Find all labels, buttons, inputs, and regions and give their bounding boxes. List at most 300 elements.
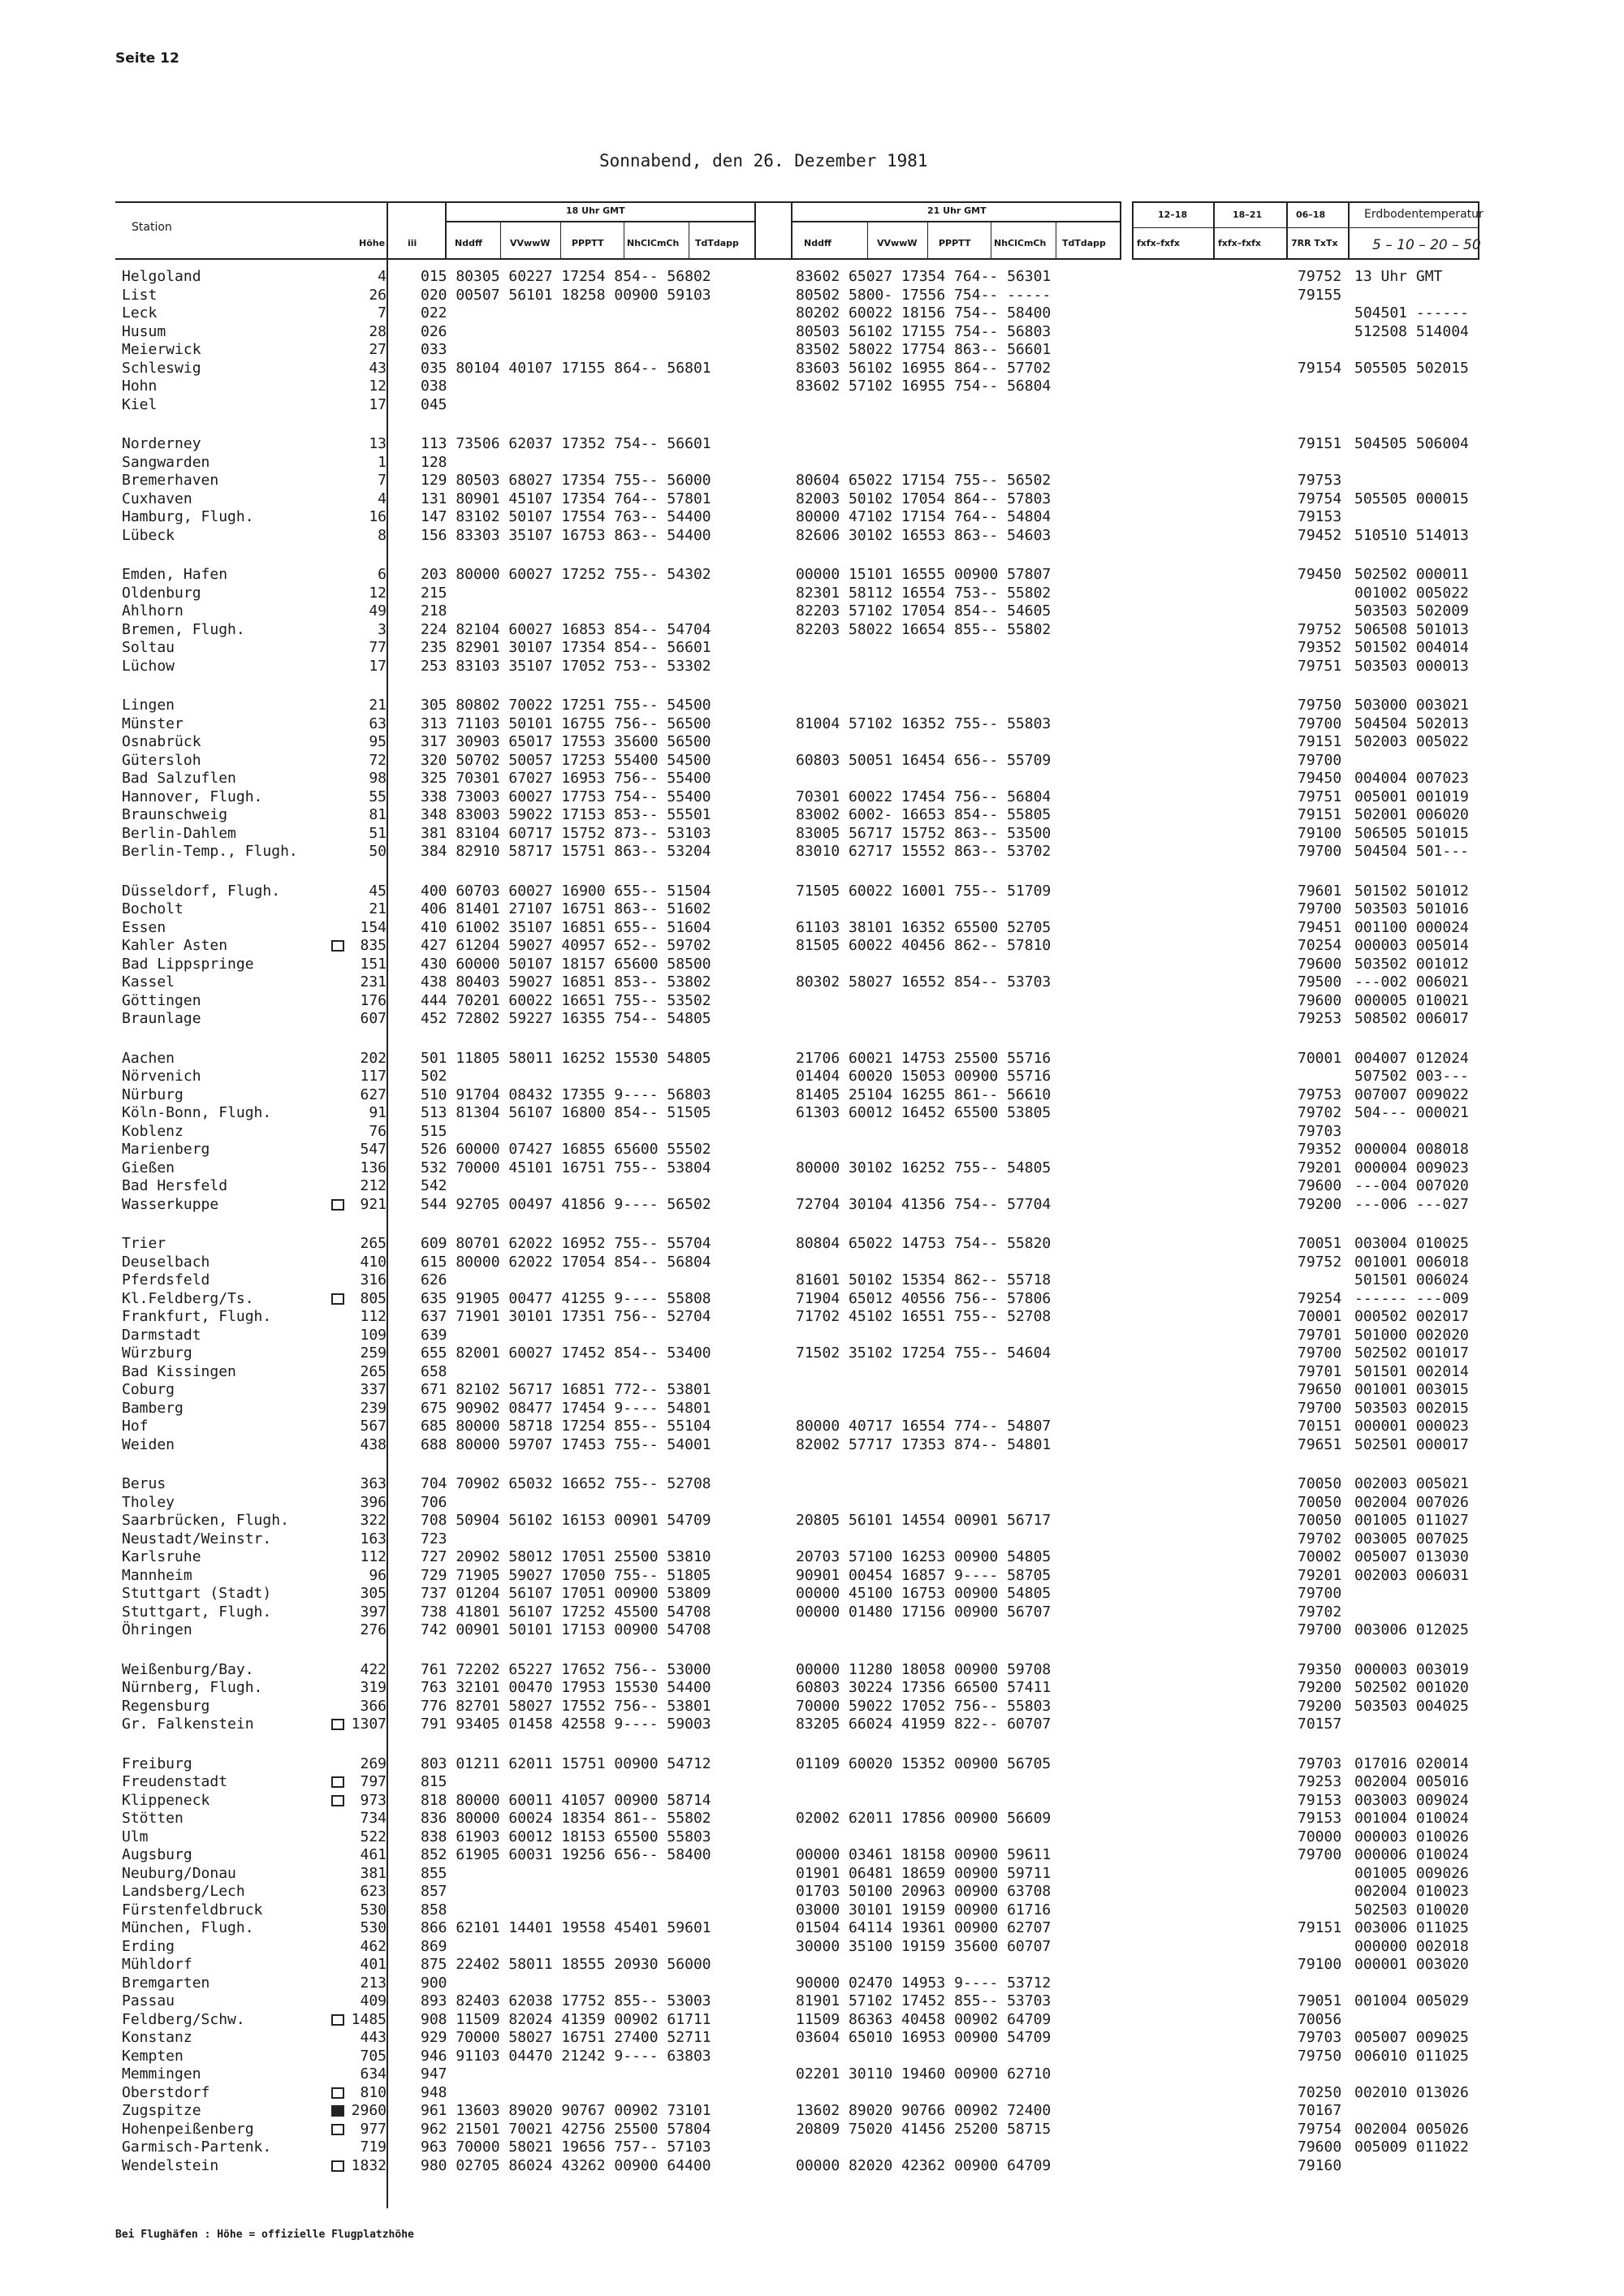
summary-code: 79702 [1298,1603,1342,1621]
soil-temperature: 000005 010021 [1354,991,1469,1009]
obs-21-utc: 81901 57102 17452 855-- 53703 [796,1992,1052,2009]
station-name: Freudenstadt [122,1773,228,1790]
station-height: 109 [360,1326,387,1344]
station-height: 522 [360,1828,387,1845]
station-row [0,1512,1624,1530]
station-row [0,304,1624,322]
summary-code: 79200 [1298,1195,1342,1213]
station-name: Norderney [122,435,201,452]
obs-18-utc: 128 [421,453,447,471]
obs-18-utc: 776 82701 58027 17552 756-- 53801 [421,1697,711,1715]
station-height: 443 [360,2029,387,2046]
station-row [0,2048,1624,2065]
summary-code: 79450 [1298,770,1342,787]
summary-code: 79700 [1298,1585,1342,1602]
obs-21-utc: 20703 57100 16253 00900 54805 [796,1548,1052,1565]
station-name: Wasserkuppe [122,1195,219,1213]
station-height: 77 [369,639,387,656]
station-height: 316 [360,1271,387,1288]
station-name: Köln-Bonn, Flugh. [122,1104,272,1121]
summary-code: 79200 [1298,1697,1342,1715]
soil-temperature: 000001 000023 [1354,1418,1469,1435]
soil-temperature: 502003 005022 [1354,733,1469,750]
soil-temperature: ---004 007020 [1354,1177,1469,1194]
summary-code: 79600 [1298,1177,1342,1194]
soil-temperature: 002004 007026 [1354,1493,1469,1511]
station-height: 28 [369,322,387,340]
obs-18-utc: 875 22402 58011 18555 20930 56000 [421,1956,711,1973]
station-row [0,956,1624,973]
soil-temperature: 501000 002020 [1354,1326,1469,1344]
soil-temperature: 005007 009025 [1354,2029,1469,2046]
station-row [0,1271,1624,1289]
station-name: Stötten [122,1810,184,1827]
summary-code: 79750 [1298,2047,1342,2065]
station-name: Bad Salzuflen [122,770,236,787]
station-row [0,1865,1624,1883]
station-height: 810 [360,2083,387,2101]
station-row [0,1530,1624,1548]
filled-square-marker [331,2105,344,2117]
station-row [0,770,1624,788]
station-row [0,1344,1624,1362]
obs-18-utc: 410 61002 35107 16851 655-- 51604 [421,918,711,936]
date-line: Sonnabend, den 26. Dezember 1981 [599,151,928,170]
station-name: Braunlage [122,1010,201,1027]
station-row [0,2138,1624,2156]
header-wind-gust-1: fxfx–fxfx [1137,238,1181,248]
obs-18-utc: 947 [421,2065,447,2082]
station-name: Neustadt/Weinstr. [122,1530,272,1547]
station-name: Pferdsfeld [122,1271,210,1288]
station-row [0,1661,1624,1679]
station-height: 422 [360,1660,387,1678]
station-height: 259 [360,1344,387,1362]
summary-code: 79201 [1298,1159,1342,1176]
obs-21-utc: 80202 60022 18156 754-- 58400 [796,304,1052,322]
station-name: Bremgarten [122,1974,210,1992]
obs-18-utc: 224 82104 60027 16853 854-- 54704 [421,620,711,638]
summary-code: 79701 [1298,1362,1342,1380]
station-row [0,973,1624,991]
station-row [0,1773,1624,1791]
station-height: 98 [369,770,387,787]
summary-code: 79151 [1298,435,1342,452]
station-row [0,883,1624,900]
station-row [0,360,1624,378]
station-row [0,566,1624,584]
obs-18-utc: 218 [421,602,447,619]
summary-code: 79750 [1298,697,1342,714]
station-height: 627 [360,1085,387,1103]
station-height: 55 [369,788,387,805]
header-21-uhr-gmt: 21 Uhr GMT [927,205,987,216]
station-row [0,825,1624,843]
obs-21-utc: 21706 60021 14753 25500 55716 [796,1049,1052,1067]
soil-temperature: 003004 010025 [1354,1235,1469,1252]
obs-18-utc: 513 81304 56107 16800 854-- 51505 [421,1104,711,1121]
station-name: Trier [122,1235,166,1252]
obs-21-utc: 82003 50102 17054 864-- 57803 [796,490,1052,507]
station-row [0,2084,1624,2102]
obs-18-utc: 855 [421,1864,447,1882]
obs-18-utc: 113 73506 62037 17352 754-- 56601 [421,435,711,452]
obs-18-utc: 688 80000 59707 17453 755-- 54001 [421,1435,711,1453]
station-height: 462 [360,1937,387,1955]
station-row [0,919,1624,937]
summary-code: 79151 [1298,1919,1342,1936]
obs-18-utc: 317 30903 65017 17553 35600 56500 [421,733,711,750]
station-height: 213 [360,1974,387,1992]
open-square-marker [331,1719,344,1730]
summary-code: 79600 [1298,2138,1342,2156]
summary-code: 79700 [1298,1399,1342,1417]
station-row [0,268,1624,286]
soil-temperature: 003006 012025 [1354,1621,1469,1638]
station-row [0,992,1624,1010]
header-rule [1132,227,1478,228]
station-name: Koblenz [122,1122,184,1140]
obs-18-utc: 723 [421,1530,447,1547]
summary-code: 79500 [1298,973,1342,990]
obs-21-utc: 83002 6002- 16653 854-- 55805 [796,806,1052,823]
obs-18-utc: 852 61905 60031 19256 656-- 58400 [421,1846,711,1863]
station-row [0,1919,1624,1937]
column-divider [1132,201,1134,260]
station-name: Karlsruhe [122,1548,201,1565]
obs-21-utc: 61103 38101 16352 65500 52705 [796,918,1052,936]
summary-code: 79752 [1298,1253,1342,1271]
summary-code: 79151 [1298,806,1342,823]
obs-21-utc: 82002 57717 17353 874-- 54801 [796,1435,1052,1453]
station-height: 21 [369,900,387,917]
station-row [0,1621,1624,1639]
station-row [0,1901,1624,1919]
summary-code: 79702 [1298,1530,1342,1547]
soil-temperature: ---006 ---027 [1354,1195,1469,1213]
station-name: Würzburg [122,1344,192,1362]
station-height: 49 [369,602,387,619]
station-height: 530 [360,1901,387,1918]
obs-21-utc: 71702 45102 16551 755-- 52708 [796,1308,1052,1325]
station-row [0,1141,1624,1159]
station-name: Soltau [122,639,175,656]
station-name: Regensburg [122,1697,210,1715]
station-name: Emden, Hafen [122,566,228,583]
soil-temperature: 003005 007025 [1354,1530,1469,1547]
header-rule [1132,201,1478,203]
station-row [0,2011,1624,2029]
soil-temperature: 003003 009024 [1354,1791,1469,1809]
station-name: Gütersloh [122,751,201,769]
soil-temperature: 503503 502009 [1354,602,1469,619]
obs-21-utc: 81004 57102 16352 755-- 55803 [796,714,1052,732]
obs-18-utc: 526 60000 07427 16855 65600 55502 [421,1141,711,1158]
station-height: 72 [369,751,387,769]
station-height: 719 [360,2138,387,2156]
soil-temperature: 000003 010026 [1354,1828,1469,1845]
obs-18-utc: 737 01204 56107 17051 00900 53809 [421,1585,711,1602]
obs-21-utc: 83602 57102 16955 754-- 56804 [796,378,1052,395]
obs-18-utc: 635 91905 00477 41255 9---- 55808 [421,1289,711,1307]
station-row [0,697,1624,714]
soil-temperature: 503503 002015 [1354,1399,1469,1417]
summary-code: 79650 [1298,1381,1342,1398]
soil-temperature: 006010 011025 [1354,2047,1469,2065]
obs-18-utc: 427 61204 59027 40957 652-- 59702 [421,937,711,954]
obs-21-utc: 83005 56717 15752 863-- 53500 [796,824,1052,842]
station-name: Frankfurt, Flugh. [122,1308,272,1325]
obs-21-utc: 80000 47102 17154 764-- 54804 [796,508,1052,525]
column-divider [867,221,868,258]
station-row [0,1567,1624,1585]
summary-code: 79153 [1298,1791,1342,1809]
station-row [0,1010,1624,1028]
station-row [0,937,1624,955]
station-height: 305 [360,1585,387,1602]
station-height: 734 [360,1810,387,1827]
station-row [0,508,1624,526]
summary-code: 79253 [1298,1010,1342,1027]
header-tdtdapp-21: TdTdapp [1062,238,1106,248]
soil-temperature: 507502 003--- [1354,1068,1469,1085]
station-height: 21 [369,697,387,714]
station-row [0,454,1624,472]
station-name: Gießen [122,1159,175,1176]
station-row [0,1938,1624,1956]
open-square-marker [331,2014,344,2026]
summary-code: 79100 [1298,824,1342,842]
station-height: 154 [360,918,387,936]
soil-temperature: 504501 ------ [1354,304,1469,322]
obs-18-utc: 129 80503 68027 17354 755-- 56000 [421,472,711,489]
station-name: Berlin-Dahlem [122,824,236,842]
soil-temperature: 001001 006018 [1354,1253,1469,1271]
summary-code: 70000 [1298,1828,1342,1845]
obs-21-utc: 00000 01480 17156 00900 56707 [796,1603,1052,1621]
station-name: Kassel [122,973,175,990]
station-name: Passau [122,1992,175,2009]
obs-18-utc: 400 60703 60027 16900 655-- 51504 [421,882,711,900]
station-row [0,490,1624,508]
obs-21-utc: 90901 00454 16857 9---- 58705 [796,1566,1052,1584]
obs-18-utc: 542 [421,1177,447,1194]
station-height: 6 [378,566,387,583]
station-height: 13 [369,435,387,452]
header-wind-gust-2: fxfx–fxfx [1218,238,1262,248]
station-row [0,639,1624,657]
station-row [0,472,1624,490]
station-row [0,1050,1624,1068]
station-row [0,1475,1624,1493]
station-name: Düsseldorf, Flugh. [122,882,281,900]
station-height: 151 [360,955,387,973]
header-iii: iii [408,238,417,248]
summary-code: 79700 [1298,1846,1342,1863]
station-height: 623 [360,1883,387,1900]
station-name: Oberstdorf [122,2083,210,2101]
station-name: Feldberg/Schw. [122,2010,245,2028]
obs-18-utc: 235 82901 30107 17354 854-- 56601 [421,639,711,656]
station-row [0,1104,1624,1122]
header-rule [445,221,754,222]
summary-code: 79700 [1298,1344,1342,1362]
soil-temperature: 503503 501016 [1354,900,1469,917]
station-height: 265 [360,1235,387,1252]
station-height: 409 [360,1992,387,2009]
header-tdtdapp: TdTdapp [695,238,739,248]
station-name: Deuselbach [122,1253,210,1271]
station-row [0,621,1624,639]
station-height: 76 [369,1122,387,1140]
header-rule [1132,258,1478,260]
summary-code: 79254 [1298,1289,1342,1307]
soil-temperature: 004004 007023 [1354,770,1469,787]
station-name: Hohenpeißenberg [122,2120,254,2138]
obs-18-utc: 658 [421,1362,447,1380]
station-row [0,1436,1624,1454]
station-height: 239 [360,1399,387,1417]
station-height: 438 [360,1435,387,1453]
station-height: 381 [360,1864,387,1882]
header-vvwww: VVwwW [510,238,551,248]
soil-temperature: 002003 006031 [1354,1566,1469,1584]
obs-21-utc: 71505 60022 16001 755-- 51709 [796,882,1052,900]
station-row [0,585,1624,602]
station-name: Bad Kissingen [122,1362,236,1380]
station-height: 91 [369,1104,387,1121]
soil-temperature: 502501 000017 [1354,1435,1469,1453]
station-height: 96 [369,1566,387,1584]
station-height: 7 [378,304,387,322]
station-name: Coburg [122,1381,175,1398]
station-row [0,1068,1624,1085]
header-erdbodentemperatur: Erdbodentemperatur [1364,208,1484,221]
obs-18-utc: 929 70000 58027 16751 27400 52711 [421,2029,711,2046]
station-name: Nürnberg, Flugh. [122,1679,263,1696]
obs-18-utc: 791 93405 01458 42558 9---- 59003 [421,1716,711,1733]
obs-21-utc: 20809 75020 41456 25200 58715 [796,2120,1052,2138]
obs-21-utc: 81405 25104 16255 861-- 56610 [796,1085,1052,1103]
station-name: Münster [122,714,184,732]
soil-temperature: ------ ---009 [1354,1289,1469,1307]
soil-temperature: 506508 501013 [1354,620,1469,638]
obs-18-utc: 325 70301 67027 16953 756-- 55400 [421,770,711,787]
obs-18-utc: 015 80305 60227 17254 854-- 56802 [421,268,711,285]
station-name: Neuburg/Donau [122,1864,236,1882]
soil-temperature: 000001 003020 [1354,1956,1469,1973]
station-row [0,1177,1624,1195]
station-row [0,1548,1624,1566]
station-name: Weißenburg/Bay. [122,1660,254,1678]
obs-18-utc: 857 [421,1883,447,1900]
obs-18-utc: 430 60000 50107 18157 65600 58500 [421,955,711,973]
station-height: 547 [360,1141,387,1158]
station-height: 26 [369,286,387,304]
station-name: Augsburg [122,1846,192,1863]
soil-temperature: 502502 001017 [1354,1344,1469,1362]
station-name: Öhringen [122,1621,192,1638]
soil-temperature: 000004 009023 [1354,1159,1469,1176]
soil-temperature: 503503 000013 [1354,657,1469,675]
station-height: 63 [369,714,387,732]
soil-temperature: 001004 005029 [1354,1992,1469,2009]
summary-code: 79155 [1298,286,1342,304]
station-height: 396 [360,1493,387,1511]
station-row [0,1792,1624,1810]
station-name: Berlin-Temp., Flugh. [122,843,298,860]
open-square-marker [331,1199,344,1211]
obs-21-utc: 80502 5800- 17556 754-- ----- [796,286,1052,304]
obs-18-utc: 729 71905 59027 17050 755-- 51805 [421,1566,711,1584]
obs-18-utc: 320 50702 50057 17253 55400 54500 [421,751,711,769]
soil-temperature: 501502 004014 [1354,639,1469,656]
station-height: 363 [360,1475,387,1492]
station-name: Kiel [122,395,158,413]
summary-code: 79651 [1298,1435,1342,1453]
header-rule [115,201,1120,203]
summary-code: 79700 [1298,900,1342,917]
obs-18-utc: 963 70000 58021 19656 757-- 57103 [421,2138,711,2156]
column-divider [500,221,501,258]
station-name: Klippeneck [122,1791,210,1809]
station-height: 136 [360,1159,387,1176]
obs-21-utc: 01703 50100 20963 00900 63708 [796,1883,1052,1900]
station-row [0,900,1624,918]
station-name: Sangwarden [122,453,210,471]
summary-code: 79200 [1298,1679,1342,1696]
obs-21-utc: 13602 89020 90766 00902 72400 [796,2102,1052,2119]
station-name: Bremerhaven [122,472,219,489]
soil-temperature: 002003 005021 [1354,1475,1469,1492]
station-height: 276 [360,1621,387,1638]
header-18-uhr-gmt: 18 Uhr GMT [566,205,625,216]
obs-18-utc: 763 32101 00470 17953 15530 54400 [421,1679,711,1696]
station-height: 1485 [351,2010,387,2028]
header-ppptt: PPPTT [572,238,604,248]
station-name: Braunschweig [122,806,228,823]
station-name: Hamburg, Flugh. [122,508,254,525]
obs-18-utc: 203 80000 60027 17252 755-- 54302 [421,566,711,583]
obs-21-utc: 20805 56101 14554 00901 56717 [796,1512,1052,1529]
station-name: Lübeck [122,526,175,544]
station-height: 81 [369,806,387,823]
station-row [0,1846,1624,1864]
obs-21-utc: 72704 30104 41356 754-- 57704 [796,1195,1052,1213]
column-divider [1213,201,1215,260]
summary-code: 79753 [1298,1085,1342,1103]
summary-code: 79601 [1298,882,1342,900]
header-period-18-21: 18–21 [1233,209,1263,220]
station-name: Mannheim [122,1566,192,1584]
obs-21-utc: 11509 86363 40458 00902 64709 [796,2010,1052,2028]
station-height: 265 [360,1362,387,1380]
obs-18-utc: 815 [421,1773,447,1790]
station-height: 1832 [351,2156,387,2174]
obs-18-utc: 022 [421,304,447,322]
obs-21-utc: 83603 56102 16955 864-- 57702 [796,359,1052,377]
summary-code: 79151 [1298,733,1342,750]
soil-temperature: 001005 011027 [1354,1512,1469,1529]
soil-temperature: 503503 004025 [1354,1697,1469,1715]
obs-18-utc: 020 00507 56101 18258 00900 59103 [421,286,711,304]
obs-18-utc: 156 83303 35107 16753 863-- 54400 [421,526,711,544]
obs-21-utc: 01901 06481 18659 00900 59711 [796,1864,1052,1882]
open-square-marker [331,1776,344,1788]
summary-code: 79352 [1298,639,1342,656]
obs-18-utc: 639 [421,1326,447,1344]
obs-21-utc: 30000 35100 19159 35600 60707 [796,1937,1052,1955]
